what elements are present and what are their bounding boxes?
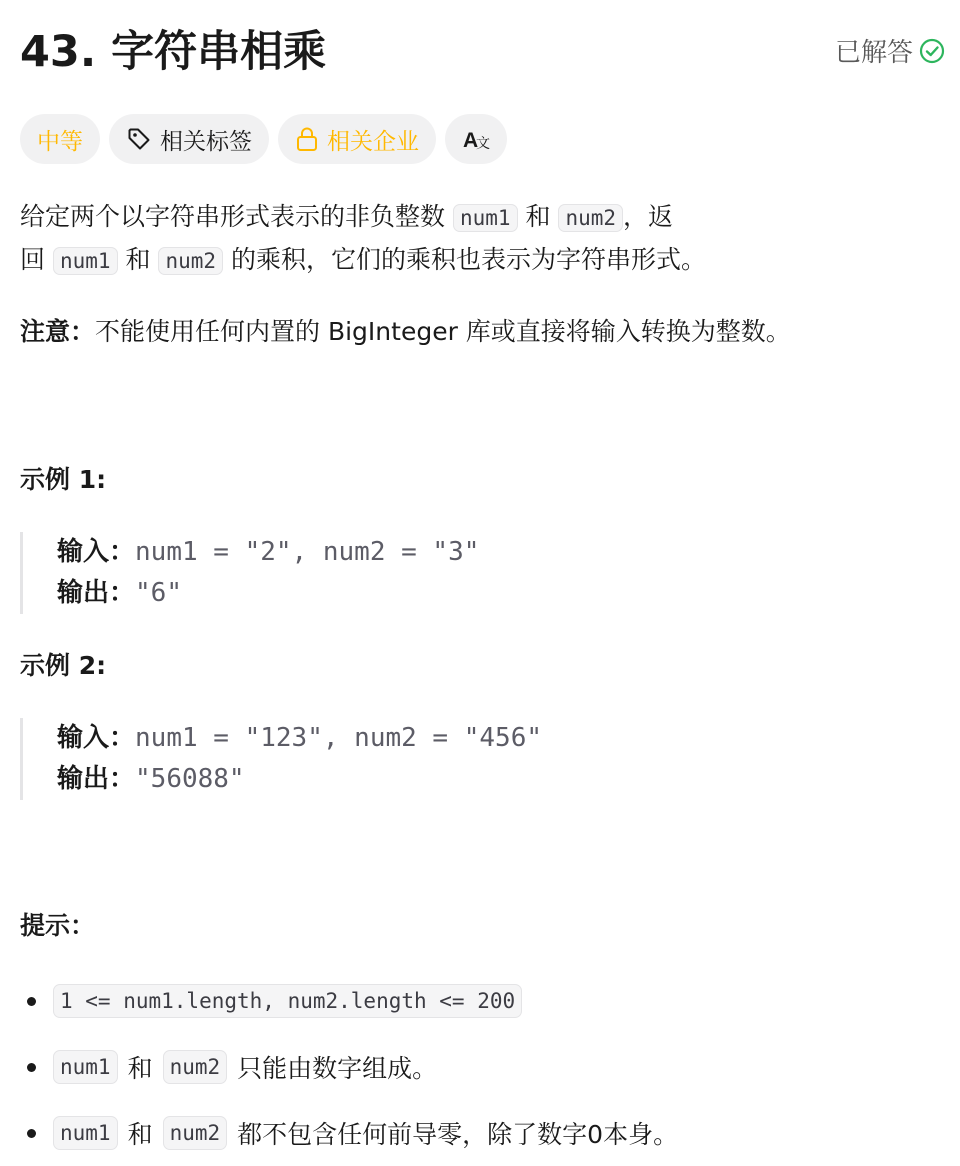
problem-title: 43. 字符串相乘 <box>20 27 327 77</box>
related-tags-label: 相关标签 <box>160 128 252 155</box>
example-1-title: 示例 1: <box>20 465 107 494</box>
text: 和 <box>127 1054 153 1083</box>
input-label: 输入： <box>57 537 136 567</box>
input-value: num1 = "2", num2 = "3" <box>135 537 480 567</box>
example-1-input <box>57 532 479 573</box>
lock-icon <box>295 126 319 152</box>
text: 和 <box>125 245 151 274</box>
text: 只能由数字组成。 <box>237 1054 438 1083</box>
inline-code: num1 <box>53 247 118 275</box>
output-value: "56088" <box>135 764 245 794</box>
list-item <box>20 1034 678 1100</box>
solved-status-label: 已解答 <box>834 38 913 68</box>
inline-code: num2 <box>158 247 223 275</box>
note-label: 注意： <box>20 317 96 346</box>
input-value: num1 = "123", num2 = "456" <box>135 723 543 753</box>
inline-code: num1 <box>453 204 518 232</box>
output-label: 输出： <box>57 578 136 608</box>
hints-title: 提示： <box>20 911 96 940</box>
note-line <box>20 311 791 353</box>
svg-text:A: A <box>463 129 479 152</box>
related-tags-button[interactable] <box>109 114 269 164</box>
example-2-title: 示例 2: <box>20 651 107 680</box>
text: 和 <box>127 1120 153 1149</box>
problem-panel <box>20 0 945 1149</box>
bullet <box>27 1129 36 1138</box>
text: 回 <box>20 245 46 274</box>
related-companies-button[interactable] <box>278 114 436 164</box>
text: 的乘积，它们的乘积也表示为字符串形式。 <box>231 245 707 274</box>
text: ，返 <box>623 202 674 231</box>
text: 给定两个以字符串形式表示的非负整数 <box>20 202 446 231</box>
text: 和 <box>525 202 551 231</box>
inline-code: 1 <= num1.length, num2.length <= 200 <box>53 984 522 1018</box>
hints-list <box>20 968 678 1166</box>
difficulty-tag[interactable] <box>20 114 100 164</box>
text: 都不包含任何前导零，除了数字0本身。 <box>237 1120 679 1149</box>
inline-code: num2 <box>558 204 623 232</box>
example-2-block <box>20 718 542 800</box>
check-circle-icon <box>919 38 945 64</box>
example-1-block <box>20 532 479 614</box>
note-text: 不能使用任何内置的 BigInteger 库或直接将输入转换为整数。 <box>95 317 791 346</box>
bullet <box>27 1063 36 1072</box>
tag-bar <box>20 114 507 164</box>
svg-text:文: 文 <box>476 135 490 151</box>
bullet <box>27 997 36 1006</box>
tag-icon <box>126 126 152 152</box>
example-2-output <box>57 759 542 800</box>
problem-header <box>20 0 945 104</box>
output-label: 输出： <box>57 764 136 794</box>
description-line-2 <box>20 239 945 282</box>
inline-code: num2 <box>163 1116 228 1150</box>
solved-status <box>835 32 945 69</box>
inline-code: num1 <box>53 1050 118 1084</box>
inline-code: num1 <box>53 1116 118 1150</box>
problem-description <box>20 196 945 346</box>
translate-icon <box>462 126 490 152</box>
output-value: "6" <box>135 578 182 608</box>
translate-button[interactable] <box>445 114 507 164</box>
example-2-input <box>57 718 542 759</box>
difficulty-label: 中等 <box>37 128 83 155</box>
list-item <box>20 1100 678 1166</box>
list-item <box>20 968 678 1034</box>
example-1-output <box>57 573 479 614</box>
inline-code: num2 <box>163 1050 228 1084</box>
related-companies-label: 相关企业 <box>327 128 419 155</box>
description-line-1 <box>20 196 945 239</box>
input-label: 输入： <box>57 723 136 753</box>
